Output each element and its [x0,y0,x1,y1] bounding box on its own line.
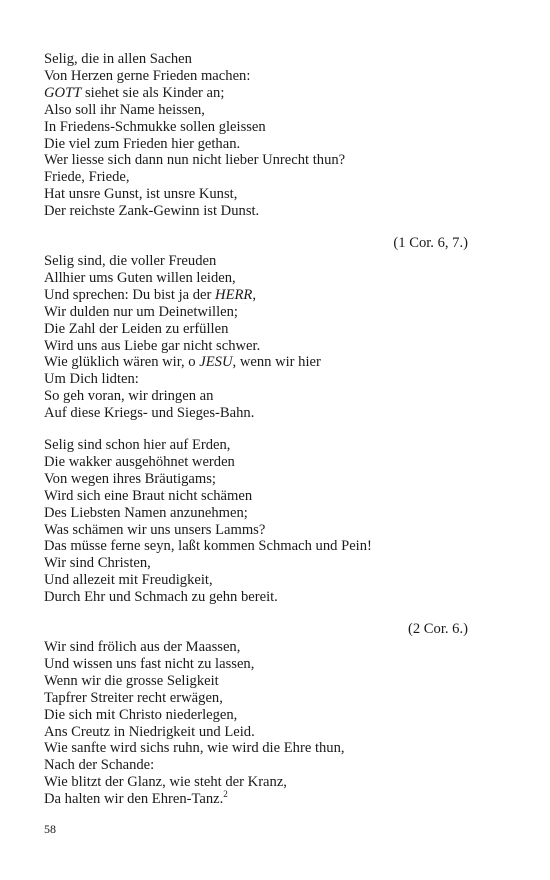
verse-line: Friede, Friede, [44,169,130,186]
verse-line: Ans Creutz in Niedrigkeit und Leid. [44,723,255,740]
verse-line: Hat unsre Gunst, ist unsre Kunst, [44,186,238,203]
footnote-marker: 2 [223,789,228,800]
scripture-reference: (1 Cor. 6, 7.) [393,235,468,251]
verse-line: Nach der Schande: [44,757,155,774]
verse-line: Die wakker ausgehöhnet werden [44,453,235,470]
italic-word: JESU, [199,354,237,371]
verse-line: In Friedens-Schmukke sollen gleissen [44,118,266,135]
stanza-2 [44,253,468,422]
verse-line: Die Zahl der Leiden zu erfüllen [44,320,229,337]
verse-line: Wer liesse sich dann nun nicht lieber Unrecht thun? [44,152,346,169]
scripture-reference-2 [44,621,468,638]
verse-line [44,791,468,808]
verse-line: Des Liebsten Namen anzunehmen; [44,504,248,521]
stanza-3 [44,437,468,606]
stanza-1 [44,51,468,220]
scripture-reference: (2 Cor. 6.) [408,621,468,637]
verse-text: wenn wir hier [239,354,321,371]
verse-line: Wird uns aus Liebe gar nicht schwer. [44,337,261,354]
verse-line: Das müsse ferne seyn, laßt kommen Schmach und Pein! [44,538,372,555]
verse-line: So geh voran, wir dringen an [44,388,214,405]
verse-line: Auf diese Kriegs- und Sieges-Bahn. [44,405,255,422]
italic-word: GOTT [44,84,82,101]
verse-line [44,85,468,102]
italic-word: HERR, [215,286,256,303]
verse-line: Allhier ums Guten willen leiden, [44,269,236,286]
verse-line: Und allezeit mit Freudigkeit, [44,572,213,589]
scripture-reference-1 [44,235,468,252]
verse-line: Die viel zum Frieden hier gethan. [44,135,241,152]
verse-text: siehet sie als Kinder an; [84,84,225,101]
verse-line [44,354,468,371]
page-number: 58 [44,822,56,836]
verse-line: Die sich mit Christo niederlegen, [44,706,238,723]
verse-line: Also soll ihr Name heissen, [44,101,205,118]
verse-line: Wir sind Christen, [44,555,151,572]
verse-line: Durch Ehr und Schmach zu gehn bereit. [44,589,278,606]
verse-line: Selig sind schon hier auf Erden, [44,437,231,453]
verse-text: Wie glüklich wären wir, o [44,354,196,371]
verse-line: Wir dulden nur um Deinetwillen; [44,303,238,320]
stanza-4 [44,639,468,808]
verse-line: Um Dich lidten: [44,371,139,388]
verse-line: Wie sanfte wird sichs ruhn, wie wird die Ehre thun, [44,740,345,757]
verse-line: Selig, die in allen Sachen [44,51,192,67]
verse-line: Von wegen ihres Bräutigams; [44,470,216,487]
verse-line: Von Herzen gerne Frieden machen: [44,67,251,84]
verse-line: Wie blitzt der Glanz, wie steht der Kranz, [44,774,287,791]
verse-line: Tapfrer Streiter recht erwägen, [44,689,223,706]
verse-text: Und sprechen: Du bist ja der [44,286,212,303]
verse-line: Was schämen wir uns unsers Lamms? [44,521,266,538]
verse-line: Und wissen uns fast nicht zu lassen, [44,655,255,672]
verse-text: Da halten wir den Ehren-Tanz. [44,791,224,808]
verse-line: Selig sind, die voller Freuden [44,253,217,269]
verse-line: Der reichste Zank-Gewinn ist Dunst. [44,203,260,220]
verse-line: Wenn wir die grosse Seligkeit [44,672,219,689]
verse-line: Wir sind frölich aus der Maassen, [44,639,241,655]
verse-line: Wird sich eine Braut nicht schämen [44,487,253,504]
verse-line [44,287,468,304]
